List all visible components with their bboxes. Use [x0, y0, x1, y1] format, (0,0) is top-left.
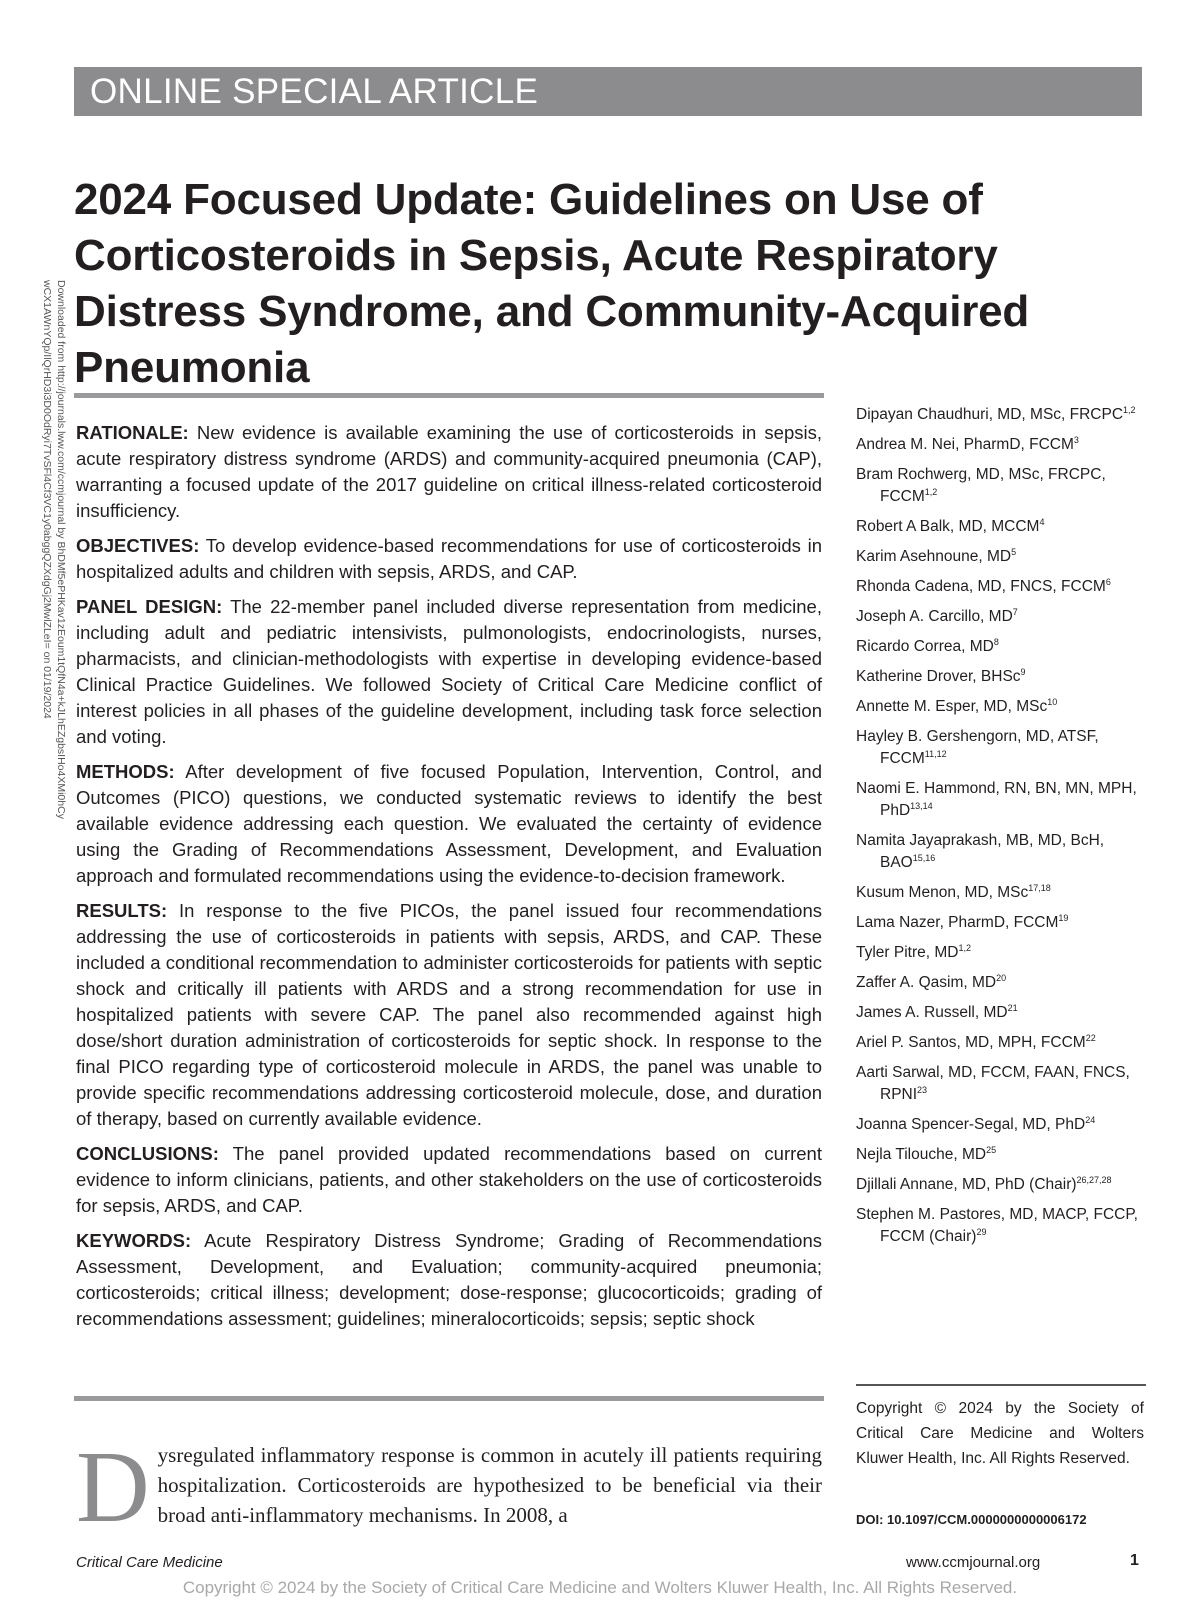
author-affiliation: 20 [996, 972, 1007, 983]
author-name: Zaffer A. Qasim, MD [856, 974, 997, 991]
author-item [856, 1062, 1161, 1106]
drop-cap: D [76, 1431, 150, 1544]
author-name: Lama Nazer, PharmD, FCCM [856, 914, 1059, 931]
page-copyright: Copyright © 2024 by the Society of Critical Care Medicine and Wolters Kluwer Health, Inc. All Rights Reserved. [182, 1578, 1018, 1597]
author-item [856, 404, 1161, 426]
author-item [856, 1204, 1161, 1248]
abstract-results [76, 898, 822, 1132]
author-name: Katherine Drover, BHSc [856, 668, 1021, 685]
abstract-bottom-rule [74, 1396, 824, 1401]
author-name: Karim Asehnoune, MD [856, 548, 1012, 565]
author-affiliation: 29 [976, 1226, 987, 1237]
author-item [856, 882, 1161, 904]
author-name: Djillali Annane, MD, PhD (Chair) [856, 1176, 1077, 1193]
author-affiliation: 11,12 [924, 748, 947, 759]
author-affiliation: 23 [917, 1084, 928, 1095]
author-name: Kusum Menon, MD, MSc [856, 884, 1029, 901]
author-affiliation: 26,27,28 [1076, 1174, 1112, 1185]
author-item [856, 942, 1161, 964]
abstract-top-rule [74, 393, 824, 398]
footer-url[interactable]: www.ccmjournal.org [906, 1554, 1041, 1571]
methods-text: After development of five focused Population, Intervention, Control, and Outcomes (PICO) questions, we conducted systematic reviews to identify the best available evidence addressing each question. We evaluated the certainty of evidence using the Grading of Recommendations Assessment, Development, and Evaluation approach and formulated recommendations using the evidence-to-decision framework. [76, 761, 822, 886]
footer-journal: Critical Care Medicine [76, 1554, 223, 1571]
methods-label: METHODS: [76, 761, 175, 782]
abstract-conclusions [76, 1141, 822, 1219]
author-affiliation: 1,2 [924, 486, 938, 497]
author-item [856, 972, 1161, 994]
panel-design-text: The 22-member panel included diverse representation from medicine, including adult and pediatric intensivists, pulmonologists, endocrinologists, nurses, pharmacists, and clinician-methodologists with expertise in developing evidence-based Clinical Practice Guidelines. We followed Society of Critical Care Medicine conflict of interest policies in all phases of the guideline development, including task force selection and voting. [76, 596, 822, 747]
author-item [856, 696, 1161, 718]
intro-paragraph [76, 1431, 822, 1544]
objectives-label: OBJECTIVES: [76, 535, 200, 556]
author-affiliation: 19 [1058, 912, 1069, 923]
author-name: Tyler Pitre, MD [856, 944, 959, 961]
author-name: Ariel P. Santos, MD, MPH, FCCM [856, 1034, 1086, 1051]
author-name: Joanna Spencer-Segal, MD, PhD [856, 1116, 1086, 1133]
author-item [856, 830, 1161, 874]
author-item [856, 1144, 1161, 1166]
article-title: 2024 Focused Update: Guidelines on Use of Corticosteroids in Sepsis, Acute Respiratory Distress Syndrome, and Community-Acquired Pneumonia [74, 175, 1030, 392]
author-item [856, 546, 1161, 568]
author-name: Dipayan Chaudhuri, MD, MSc, FRCPC [856, 406, 1124, 423]
author-item [856, 726, 1161, 770]
abstract [76, 420, 822, 1341]
author-name: Nejla Tilouche, MD [856, 1146, 987, 1163]
author-affiliation: 10 [1047, 696, 1058, 707]
author-item [856, 912, 1161, 934]
author-name: Bram Rochwerg, MD, MSc, FRCPC, FCCM [856, 466, 1106, 505]
author-item [856, 666, 1161, 688]
author-affiliation: 17,18 [1028, 882, 1051, 893]
download-note [38, 280, 68, 980]
author-name: Joseph A. Carcillo, MD [856, 608, 1013, 625]
panel-design-label: PANEL DESIGN: [76, 596, 223, 617]
keywords-text: Acute Respiratory Distress Syndrome; Grading of Recommendations Assessment, Development, and Evaluation; community-acquired pneumonia; corticosteroids; critical illness; development; dose-response; glucocorticoids; grading of recommendations assessment; guidelines; mineralocorticoids; sepsis; septic shock [76, 1230, 822, 1329]
author-item [856, 434, 1161, 456]
abstract-methods [76, 759, 822, 889]
author-item [856, 778, 1161, 822]
author-item [856, 1174, 1161, 1196]
author-affiliation: 7 [1012, 606, 1018, 617]
copyright-box: Copyright © 2024 by the Society of Critical Care Medicine and Wolters Kluwer Health, Inc. All Rights Reserved. [856, 1400, 1144, 1467]
abstract-objectives [76, 533, 822, 585]
author-affiliation: 3 [1073, 434, 1079, 445]
doi[interactable]: DOI: 10.1097/CCM.0000000000006172 [856, 1512, 1087, 1527]
author-item [856, 1114, 1161, 1136]
author-name: Naomi E. Hammond, RN, BN, MN, MPH, PhD [856, 780, 1137, 819]
author-name: James A. Russell, MD [856, 1004, 1008, 1021]
author-name: Namita Jayaprakash, MB, MD, BcH, BAO [856, 832, 1105, 871]
author-item [856, 516, 1161, 538]
author-affiliation: 5 [1011, 546, 1017, 557]
author-name: Annette M. Esper, MD, MSc [856, 698, 1048, 715]
page-number: 1 [1130, 1552, 1139, 1569]
author-affiliation: 9 [1020, 666, 1026, 677]
author-name: Andrea M. Nei, PharmD, FCCM [856, 436, 1074, 453]
author-name: Robert A Balk, MD, MCCM [856, 518, 1040, 535]
author-affiliation: 21 [1007, 1002, 1018, 1013]
abstract-keywords [76, 1228, 822, 1332]
author-name: Ricardo Correa, MD [856, 638, 994, 655]
author-affiliation: 4 [1039, 516, 1045, 527]
rationale-label: RATIONALE: [76, 422, 189, 443]
section-banner: ONLINE SPECIAL ARTICLE [74, 67, 1142, 116]
author-affiliation: 8 [993, 636, 999, 647]
author-list [856, 404, 1161, 1256]
author-affiliation: 22 [1085, 1032, 1096, 1043]
conclusions-text: The panel provided updated recommendations based on current evidence to inform clinicians, patients, and other stakeholders on the use of corticosteroids for sepsis, ARDS, and CAP. [76, 1143, 822, 1216]
author-item [856, 1032, 1161, 1054]
author-affiliation: 15,16 [912, 852, 936, 863]
author-affiliation: 6 [1105, 576, 1111, 587]
results-text: In response to the five PICOs, the panel issued four recommendations addressing the use of corticosteroids in patients with sepsis, ARDS, and CAP. These included a conditional recommendation to administer corticosteroids for patients with septic shock and critically ill patients with ARDS and a strong recommendation for use in hospitalized patients with severe CAP. The panel also recommended against high dose/short duration administration of corticosteroids for septic shock. In response to the final PICO regarding type of corticosteroid molecule in ARDS, the panel was unable to provide specific recommendations addressing corticosteroid molecule, dose, and duration of therapy, based on currently available evidence. [76, 900, 822, 1129]
author-affiliation: 1,2 [1123, 404, 1136, 415]
conclusions-label: CONCLUSIONS: [76, 1143, 219, 1164]
author-affiliation: 13,14 [910, 800, 933, 811]
abstract-rationale [76, 420, 822, 524]
intro-text: ysregulated inflammatory response is common in acutely ill patients requiring hospitalization. Corticosteroids are hypothesized to be beneficial via their broad anti-inflammatory mechanisms. In 2008, a [157, 1443, 822, 1527]
author-name: Rhonda Cadena, MD, FNCS, FCCM [856, 578, 1106, 595]
results-label: RESULTS: [76, 900, 168, 921]
author-affiliation: 25 [986, 1144, 997, 1155]
keywords-label: KEYWORDS: [76, 1230, 192, 1251]
copyright-rule [856, 1384, 1146, 1386]
author-name: Hayley B. Gershengorn, MD, ATSF, FCCM [856, 728, 1099, 767]
author-affiliation: 24 [1085, 1114, 1096, 1125]
download-note-line2: wCX1AWnYQp/IlQrHD3i3D0OdRyi7TvSFl4Cf3VC1y0abggQZXdgGj2MwlZLeI= on 01/19/2024 [41, 280, 53, 719]
abstract-panel-design [76, 594, 822, 750]
author-item [856, 636, 1161, 658]
author-item [856, 606, 1161, 628]
author-item [856, 1002, 1161, 1024]
author-name: Stephen M. Pastores, MD, MACP, FCCP, FCCM (Chair) [856, 1206, 1138, 1245]
author-affiliation: 1,2 [958, 942, 971, 953]
rationale-text: New evidence is available examining the use of corticosteroids in sepsis, acute respiratory distress syndrome (ARDS) and community-acquired pneumonia (CAP), warranting a focused update of the 2017 guideline on critical illness-related corticosteroid insufficiency. [76, 422, 823, 521]
author-item [856, 464, 1161, 508]
author-name: Aarti Sarwal, MD, FCCM, FAAN, FNCS, RPNI [856, 1064, 1130, 1103]
objectives-text: To develop evidence-based recommendations for use of corticosteroids in hospitalized adults and children with sepsis, ARDS, and CAP. [76, 535, 822, 582]
author-item [856, 576, 1161, 598]
download-note-line1: Downloaded from http://journals.lww.com/ccmjournal by BhDMf5ePHKav1zEoum1tQfN4a+kJLhEZgbsIHo4XMi0hCy [55, 280, 67, 819]
